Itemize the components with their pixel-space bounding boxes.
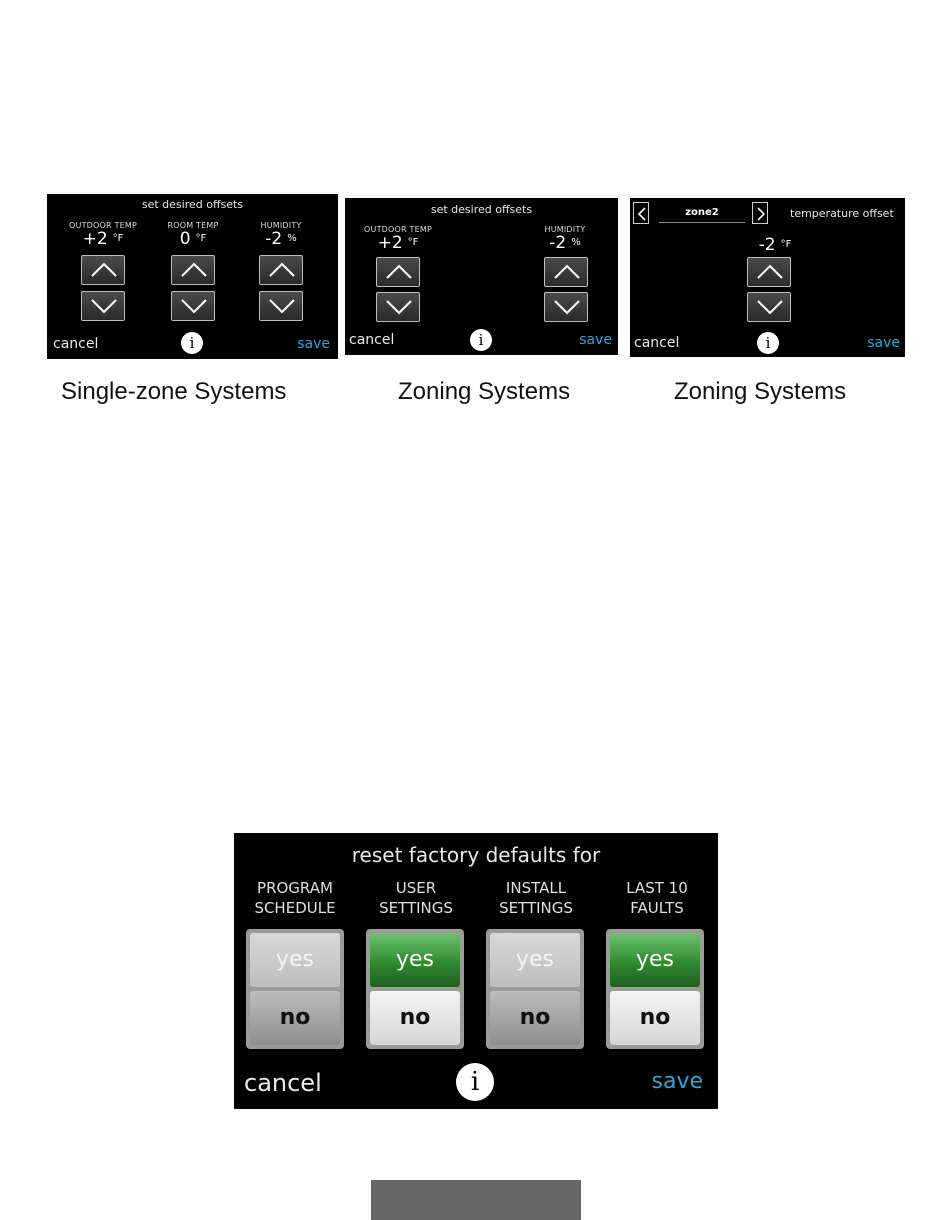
chevron-up-icon: [180, 261, 208, 279]
cancel-button[interactable]: cancel: [53, 336, 99, 352]
save-button[interactable]: save: [297, 336, 330, 352]
yes-button[interactable]: yes: [370, 933, 460, 987]
save-button[interactable]: save: [867, 335, 900, 351]
cancel-button[interactable]: cancel: [244, 1069, 322, 1097]
previous-zone-button[interactable]: [633, 202, 649, 224]
zone-name: zone2: [659, 207, 745, 223]
chevron-up-icon: [553, 263, 581, 281]
screen-title: temperature offset: [790, 207, 894, 220]
offset-value: +2 $^{^\circ F}$: [377, 233, 419, 253]
yes-button[interactable]: yes: [610, 933, 700, 987]
screen-title: set desired offsets: [430, 203, 533, 216]
no-button[interactable]: no: [370, 991, 460, 1045]
chevron-up-icon: [90, 261, 118, 279]
info-icon[interactable]: i: [757, 332, 779, 354]
no-button[interactable]: no: [610, 991, 700, 1045]
chevron-down-icon: [385, 298, 413, 316]
last-10-faults-label: LAST 10 FAULTS: [626, 879, 688, 917]
offset-value: 0 $^{^\circ F}$: [179, 229, 207, 249]
column-label: ROOM TEMP: [167, 221, 219, 230]
screen-title: reset factory defaults for: [351, 843, 601, 867]
zoning-caption: Zoning Systems: [398, 378, 571, 405]
column-label: OUTDOOR TEMP: [364, 225, 432, 234]
offset-value: -2 %: [265, 229, 297, 249]
chevron-right-icon: [756, 207, 766, 221]
humidity-column: [525, 225, 605, 252]
chevron-up-icon: [268, 261, 296, 279]
info-icon[interactable]: i: [181, 332, 203, 354]
column-label: OUTDOOR TEMP: [69, 221, 137, 230]
humidity-up-button[interactable]: [259, 255, 303, 285]
column-label: HUMIDITY: [260, 221, 302, 230]
program-schedule-label: PROGRAM SCHEDULE: [254, 879, 336, 917]
save-button[interactable]: save: [651, 1069, 703, 1094]
outdoor-temp-up-button[interactable]: [81, 255, 125, 285]
zoning-caption: Zoning Systems: [674, 378, 847, 405]
outdoor-temp-column: [63, 221, 143, 248]
offset-value: -2 $^{^\circ F}$: [758, 235, 792, 255]
chevron-left-icon: [637, 207, 647, 221]
info-icon[interactable]: i: [456, 1063, 494, 1101]
install-settings-toggle: [486, 929, 584, 1049]
outdoor-temp-up-button[interactable]: [376, 257, 420, 287]
no-button[interactable]: no: [490, 991, 580, 1045]
yes-button[interactable]: yes: [250, 933, 340, 987]
last-10-faults-toggle: [606, 929, 704, 1049]
chevron-down-icon: [180, 297, 208, 315]
chevron-down-icon: [268, 297, 296, 315]
zone-temperature-offset-screen: [630, 198, 905, 357]
humidity-down-button[interactable]: [259, 291, 303, 321]
outdoor-temp-column: [358, 225, 438, 252]
room-temp-up-button[interactable]: [171, 255, 215, 285]
column-label: HUMIDITY: [544, 225, 586, 234]
cancel-button[interactable]: cancel: [349, 332, 395, 348]
offset-value: +2 $^{^\circ F}$: [82, 229, 124, 249]
temperature-down-button[interactable]: [747, 292, 791, 322]
save-button[interactable]: save: [579, 332, 612, 348]
yes-button[interactable]: yes: [490, 933, 580, 987]
user-settings-toggle: [366, 929, 464, 1049]
chevron-down-icon: [756, 298, 784, 316]
room-temp-column: [153, 221, 233, 248]
chevron-up-icon: [385, 263, 413, 281]
program-schedule-toggle: [246, 929, 344, 1049]
outdoor-temp-down-button[interactable]: [81, 291, 125, 321]
humidity-up-button[interactable]: [544, 257, 588, 287]
outdoor-temp-down-button[interactable]: [376, 292, 420, 322]
chevron-down-icon: [90, 297, 118, 315]
room-temp-down-button[interactable]: [171, 291, 215, 321]
reset-factory-defaults-screen: [234, 833, 718, 1109]
single-zone-caption: Single-zone Systems: [61, 378, 287, 405]
chevron-up-icon: [756, 263, 784, 281]
single-zone-offsets-screen: [47, 194, 338, 359]
no-button[interactable]: no: [250, 991, 340, 1045]
screen-title: set desired offsets: [141, 198, 244, 211]
offset-value: -2 %: [549, 233, 581, 253]
humidity-column: [241, 221, 321, 248]
footer-bar: [371, 1180, 581, 1220]
cancel-button[interactable]: cancel: [634, 335, 680, 351]
zoning-offsets-screen: [345, 198, 618, 355]
info-icon[interactable]: i: [470, 329, 492, 351]
chevron-down-icon: [553, 298, 581, 316]
next-zone-button[interactable]: [752, 202, 768, 224]
temperature-up-button[interactable]: [747, 257, 791, 287]
install-settings-label: INSTALL SETTINGS: [499, 879, 573, 917]
user-settings-label: USER SETTINGS: [379, 879, 453, 917]
humidity-down-button[interactable]: [544, 292, 588, 322]
